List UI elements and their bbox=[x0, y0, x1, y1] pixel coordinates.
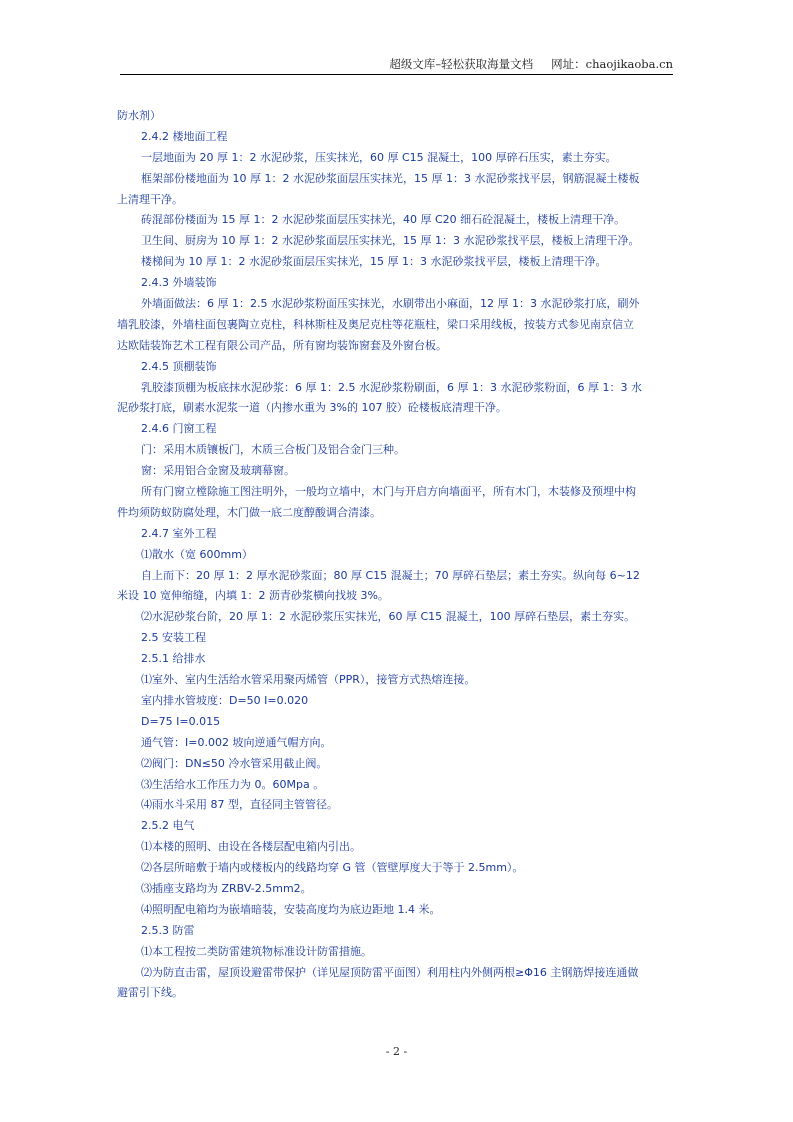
paragraph-line: 室内排水管坡度：D=50 I=0.020 bbox=[141, 693, 309, 707]
paragraph-line: 防水剂） bbox=[117, 109, 161, 122]
paragraph-line: 自上而下：20 厚 1：2 厚水泥砂浆面；80 厚 C15 混凝土；70 厚碎石垫层；素土夯实。纵向每 6~12 bbox=[141, 568, 640, 582]
paragraph-line: 避雷引下线。 bbox=[117, 986, 183, 1000]
section-heading: 2.5.1 给排水 bbox=[141, 652, 206, 666]
header-rule bbox=[120, 74, 673, 75]
section-heading: 2.4.2 楼地面工程 bbox=[141, 129, 228, 143]
paragraph-line: 泥砂浆打底，刷素水泥浆一道（内掺水重为 3%的 107 胶）砼楼板底清理干净。 bbox=[117, 401, 507, 415]
header-url: 网址：chaojikaoba.cn bbox=[551, 57, 673, 71]
paragraph-line: 楼梯间为 10 厚 1：2 水泥砂浆面层压实抹光，15 厚 1：3 水泥砂浆找平层，楼板上清理干净。 bbox=[141, 255, 607, 269]
paragraph-line: 门：采用木质镶板门，木质三合板门及铝合金门三种。 bbox=[141, 443, 405, 457]
paragraph-line: 砖混部份楼面为 15 厚 1：2 水泥砂浆面层压实抹光，40 厚 C20 细石砼混凝土，楼板上清理干净。 bbox=[141, 213, 626, 227]
paragraph-line: 乳胶漆顶棚为板底抹水泥砂浆：6 厚 1：2.5 水泥砂浆粉刷面，6 厚 1：3 水泥砂浆粉面，6 厚 1：3 水 bbox=[141, 380, 642, 394]
section-heading: 2.4.3 外墙装饰 bbox=[141, 276, 217, 290]
paragraph-line: 墙乳胶漆，外墙柱面包裹陶立克柱，科林斯柱及奥尼克柱等花瓶柱，梁口采用线板，按装方式参见南京信立 bbox=[117, 317, 634, 331]
document-body bbox=[117, 106, 680, 1004]
paragraph-line: ⑷照明配电箱均为嵌墙暗装，安装高度均为底边距地 1.4 米。 bbox=[141, 902, 441, 916]
paragraph-line: 卫生间、厨房为 10 厚 1：2 水泥砂浆面层压实抹光，15 厚 1：3 水泥砂浆找平层，楼板上清理干净。 bbox=[141, 234, 640, 248]
section-heading: 2.4.5 顶棚装饰 bbox=[141, 359, 217, 373]
paragraph-line: 件均须防蚁防腐处理，木门做一底二度醇酸调合清漆。 bbox=[117, 505, 381, 519]
paragraph-line: 框架部份楼地面为 10 厚 1：2 水泥砂浆面层压实抹光，15 厚 1：3 水泥砂浆找平层，钢筋混凝土楼板 bbox=[141, 171, 640, 185]
paragraph-line: ⑴本楼的照明、由设在各楼层配电箱内引出。 bbox=[141, 840, 361, 854]
paragraph-line: ⑵各层所暗敷于墙内或楼板内的线路均穿 G 管（管壁厚度大于等于 2.5mm）。 bbox=[141, 861, 524, 875]
paragraph-line: 外墙面做法：6 厚 1：2.5 水泥砂浆粉面压实抹光，水刷带出小麻面，12 厚 1：3 水泥砂浆打底，刷外 bbox=[141, 297, 640, 311]
paragraph-line: ⑴本工程按二类防雷建筑物标准设计防雷措施。 bbox=[141, 944, 372, 958]
paragraph-line: ⑴散水（宽 600mm） bbox=[141, 547, 253, 561]
section-heading: 2.5.3 防雷 bbox=[141, 923, 195, 937]
header-site-name: 超级文库–轻松获取海量文档 bbox=[389, 57, 534, 71]
paragraph-line: 窗：采用铝合金窗及玻璃幕窗。 bbox=[141, 464, 295, 478]
paragraph-line: ⑴室外、室内生活给水管采用聚丙烯管（PPR），接管方式热熔连接。 bbox=[141, 673, 476, 687]
paragraph-line: ⑶插座支路均为 ZRBV-2.5mm2。 bbox=[141, 881, 312, 895]
paragraph-line: 所有门窗立樘除施工图注明外，一般均立墙中，木门与开启方向墙面平，所有木门，木装修及预埋中构 bbox=[141, 485, 636, 499]
paragraph-line: ⑵水泥砂浆台阶，20 厚 1：2 水泥砂浆压实抹光，60 厚 C15 混凝土，100 厚碎石垫层，素土夯实。 bbox=[141, 610, 636, 624]
paragraph-line: ⑵为防直击雷，屋顶设避雷带保护（详见屋顶防雷平面图）利用柱内外侧两根≥Φ16 主钢筋焊接连通做 bbox=[141, 965, 639, 979]
page-header bbox=[120, 56, 673, 74]
paragraph-line: 通气管：I=0.002 坡向逆通气帽方向。 bbox=[141, 735, 332, 749]
paragraph-line: 上清理干净。 bbox=[117, 192, 183, 206]
page-number: - 2 - bbox=[385, 1045, 408, 1058]
paragraph-line: D=75 I=0.015 bbox=[141, 714, 221, 728]
section-heading: 2.4.6 门窗工程 bbox=[141, 422, 217, 436]
paragraph-line: ⑶生活给水工作压力为 0。60Mpa 。 bbox=[141, 777, 325, 791]
paragraph-line: ⑷雨水斗采用 87 型，直径同主管管径。 bbox=[141, 798, 338, 812]
paragraph-line: 一层地面为 20 厚 1：2 水泥砂浆，压实抹光，60 厚 C15 混凝土，100 厚碎石压实，素土夯实。 bbox=[141, 150, 617, 164]
paragraph-line: 米设 10 宽伸缩缝，内填 1：2 沥青砂浆横向找坡 3%。 bbox=[117, 589, 389, 603]
section-heading: 2.4.7 室外工程 bbox=[141, 526, 217, 540]
section-heading: 2.5 安装工程 bbox=[141, 631, 206, 645]
paragraph-line: 达欧陆装饰艺术工程有限公司产品，所有窗均装饰窗套及外窗台板。 bbox=[117, 338, 447, 352]
paragraph-line: ⑵阀门：DN≤50 冷水管采用截止阀。 bbox=[141, 756, 328, 770]
section-heading: 2.5.2 电气 bbox=[141, 819, 195, 833]
